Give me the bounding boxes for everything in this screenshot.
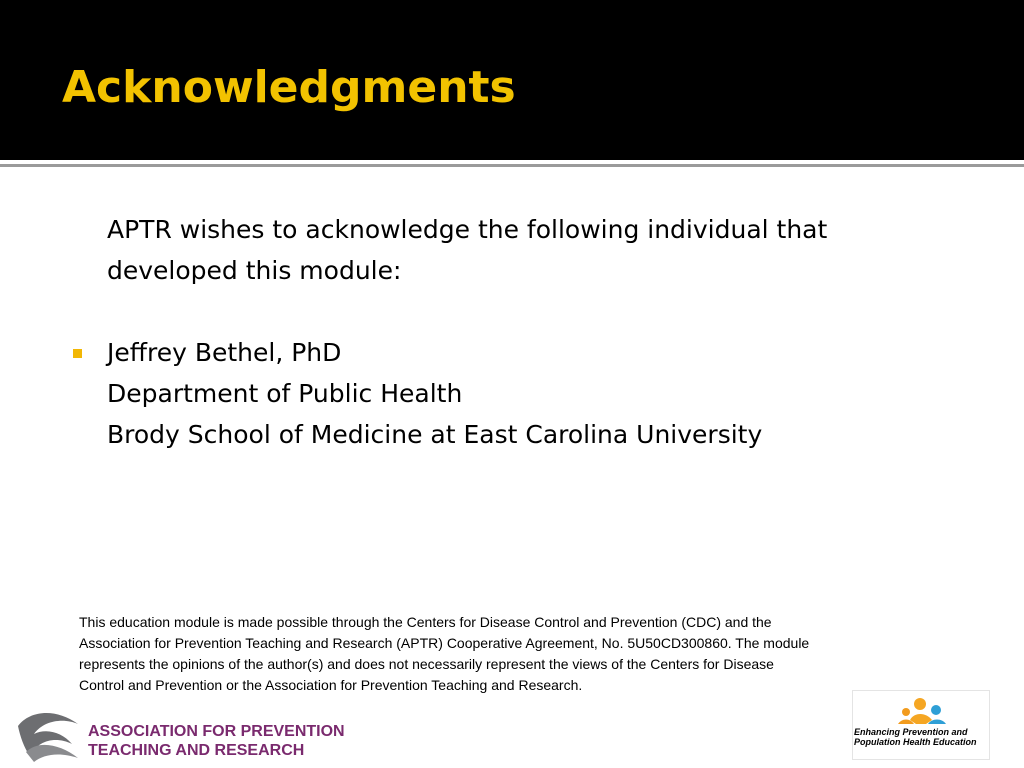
aptr-logo-line-1: ASSOCIATION FOR PREVENTION	[88, 723, 345, 740]
disclaimer-line-4: Control and Prevention or the Association for Prevention Teaching and Research.	[79, 677, 583, 693]
aptr-swoosh-icon	[18, 713, 78, 762]
disclaimer-line-3: represents the opinions of the author(s) and does not necessarily represent the views of the Centers for Disease	[79, 656, 774, 672]
epphe-logo-text	[854, 727, 977, 747]
intro-paragraph	[107, 209, 827, 291]
acknowledged-person	[107, 332, 762, 455]
epphe-logo-line-2: Population Health Education	[854, 737, 977, 747]
slide-title: Acknowledgments	[62, 62, 516, 113]
header-divider-white	[0, 160, 1024, 163]
aptr-logo-line-2: TEACHING AND RESEARCH	[88, 742, 305, 759]
header-divider-gray	[0, 164, 1024, 167]
intro-line-2: developed this module:	[107, 256, 402, 285]
disclaimer-line-1: This education module is made possible through the Centers for Disease Control and Prevention (CDC) and the	[79, 614, 772, 630]
epphe-logo	[852, 690, 990, 760]
epphe-logo-line-1: Enhancing Prevention and	[854, 727, 968, 737]
funding-disclaimer	[79, 612, 999, 696]
person-department: Department of Public Health	[107, 379, 463, 408]
aptr-logo-text	[88, 722, 345, 760]
bullet-square-icon	[73, 349, 82, 358]
person-name: Jeffrey Bethel, PhD	[107, 338, 342, 367]
person-institution: Brody School of Medicine at East Carolina University	[107, 420, 763, 449]
disclaimer-line-2: Association for Prevention Teaching and Research (APTR) Cooperative Agreement, No. 5U50CD300860. The module	[79, 635, 810, 651]
intro-line-1: APTR wishes to acknowledge the following individual that	[107, 215, 828, 244]
